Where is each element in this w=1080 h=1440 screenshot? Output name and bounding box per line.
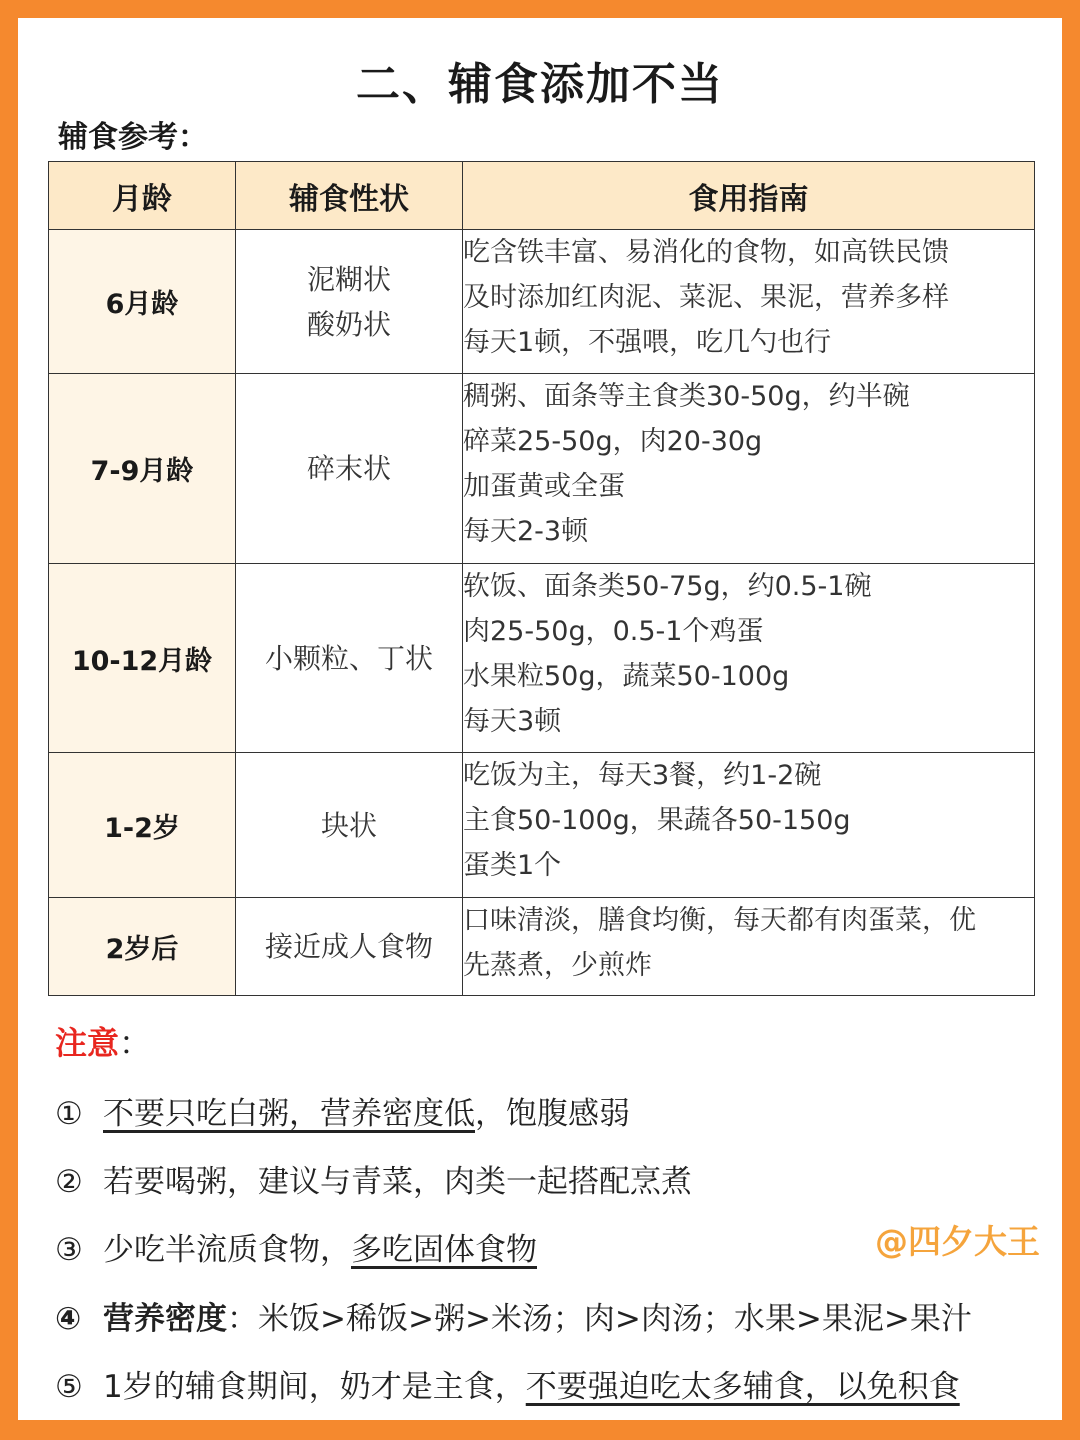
table-row: [49, 374, 1035, 564]
guide-cell: [463, 753, 1035, 898]
notes-label-highlight: 注意: [55, 1024, 120, 1062]
guide-line: 加蛋黄或全蛋: [463, 471, 625, 502]
texture-cell: [236, 564, 463, 753]
note-underlined-text: 多吃固体食物: [351, 1232, 537, 1268]
notes-label-suffix: ：: [119, 1024, 152, 1062]
guide-line: 每天3顿: [463, 706, 562, 737]
note-item-3: [55, 1224, 537, 1269]
texture-cell: [236, 898, 463, 996]
guide-line: 吃饭为主，每天3餐，约1-2碗: [463, 760, 822, 791]
guide-line: 软饭、面条类50-75g，约0.5-1碗: [463, 571, 872, 602]
texture-line: 碎末状: [306, 452, 391, 485]
note-text: 若要喝粥，建议与青菜，肉类一起搭配烹煮: [103, 1164, 692, 1200]
texture-cell: [236, 753, 463, 898]
texture-cell: [236, 374, 463, 564]
guide-line: 口味清淡，膳食均衡，每天都有肉蛋菜，优: [463, 905, 976, 936]
texture-line: 块状: [320, 808, 377, 842]
guide-line: 先蒸煮，少煎炸: [463, 950, 652, 981]
guide-line: 蛋类1个: [463, 850, 562, 881]
note-underlined-text: 不要强迫吃太多辅食，以免积食: [525, 1369, 960, 1405]
guide-line: 及时添加红肉泥、菜泥、果泥，营养多样: [463, 282, 949, 313]
note-text: ，饱腹感弱: [475, 1096, 630, 1132]
note-text: 少吃半流质食物，: [103, 1232, 351, 1268]
guide-line: 碎菜25-50g，肉20-30g: [463, 426, 763, 457]
texture-line: 酸奶状: [306, 307, 391, 341]
page-title: 二、辅食添加不当: [356, 59, 724, 110]
note-item-2: [55, 1156, 692, 1201]
guide-line: 稠粥、面条等主食类30-50g，约半碗: [463, 381, 910, 412]
note-item-5: [55, 1361, 960, 1406]
table-row: [49, 230, 1035, 374]
note-item-4: [55, 1293, 972, 1338]
age-cell: 1-2岁: [49, 753, 236, 898]
guide-line: 主食50-100g，果蔬各50-150g: [463, 805, 851, 836]
guide-cell: [463, 230, 1035, 374]
guide-line: 水果粒50g，蔬菜50-100g: [463, 661, 790, 692]
note-item-1: [55, 1088, 630, 1133]
note-bold-text: 营养密度: [103, 1301, 227, 1337]
note-number: ②: [55, 1164, 83, 1200]
table-row: [49, 753, 1035, 898]
note-number: ①: [55, 1096, 83, 1132]
guide-line: 吃含铁丰富、易消化的食物，如高铁民馈: [463, 237, 949, 268]
age-cell: 10-12月龄: [49, 564, 236, 753]
age-cell: 7-9月龄: [49, 374, 236, 564]
guide-cell: [463, 898, 1035, 996]
age-cell: 6月龄: [49, 230, 236, 374]
table-header-row: [49, 162, 1035, 230]
guide-cell: [463, 374, 1035, 564]
note-text: ：米饭>稀饭>粥>米汤；肉>肉汤；水果>果泥>果汁: [227, 1301, 972, 1337]
header-guide: 食用指南: [463, 162, 1035, 230]
table-row: [49, 564, 1035, 753]
guide-line: 每天1顿，不强喂，吃几勺也行: [463, 327, 832, 358]
note-text: 1岁的辅食期间，奶才是主食，: [103, 1369, 526, 1405]
header-age: 月龄: [49, 162, 236, 230]
notes-label: [55, 1018, 151, 1064]
texture-line: 接近成人食物: [264, 930, 433, 963]
texture-line: 泥糊状: [306, 262, 391, 296]
note-underlined-text: 不要只吃白粥，营养密度低: [103, 1096, 475, 1132]
header-texture: 辅食性状: [236, 162, 463, 230]
texture-cell: [236, 230, 463, 374]
guide-cell: [463, 564, 1035, 753]
guide-line: 肉25-50g，0.5-1个鸡蛋: [463, 616, 764, 647]
reference-label: 辅食参考：: [58, 120, 208, 155]
age-cell: 2岁后: [49, 898, 236, 996]
table-row: [49, 898, 1035, 996]
note-number: ④: [55, 1301, 82, 1337]
texture-line: 小颗粒、丁状: [264, 641, 433, 675]
feeding-guide-table: [48, 161, 1035, 996]
author-watermark: @四夕大王: [875, 1222, 1040, 1261]
guide-line: 每天2-3顿: [463, 516, 589, 547]
note-number: ③: [55, 1232, 83, 1268]
note-number: ⑤: [55, 1369, 83, 1405]
